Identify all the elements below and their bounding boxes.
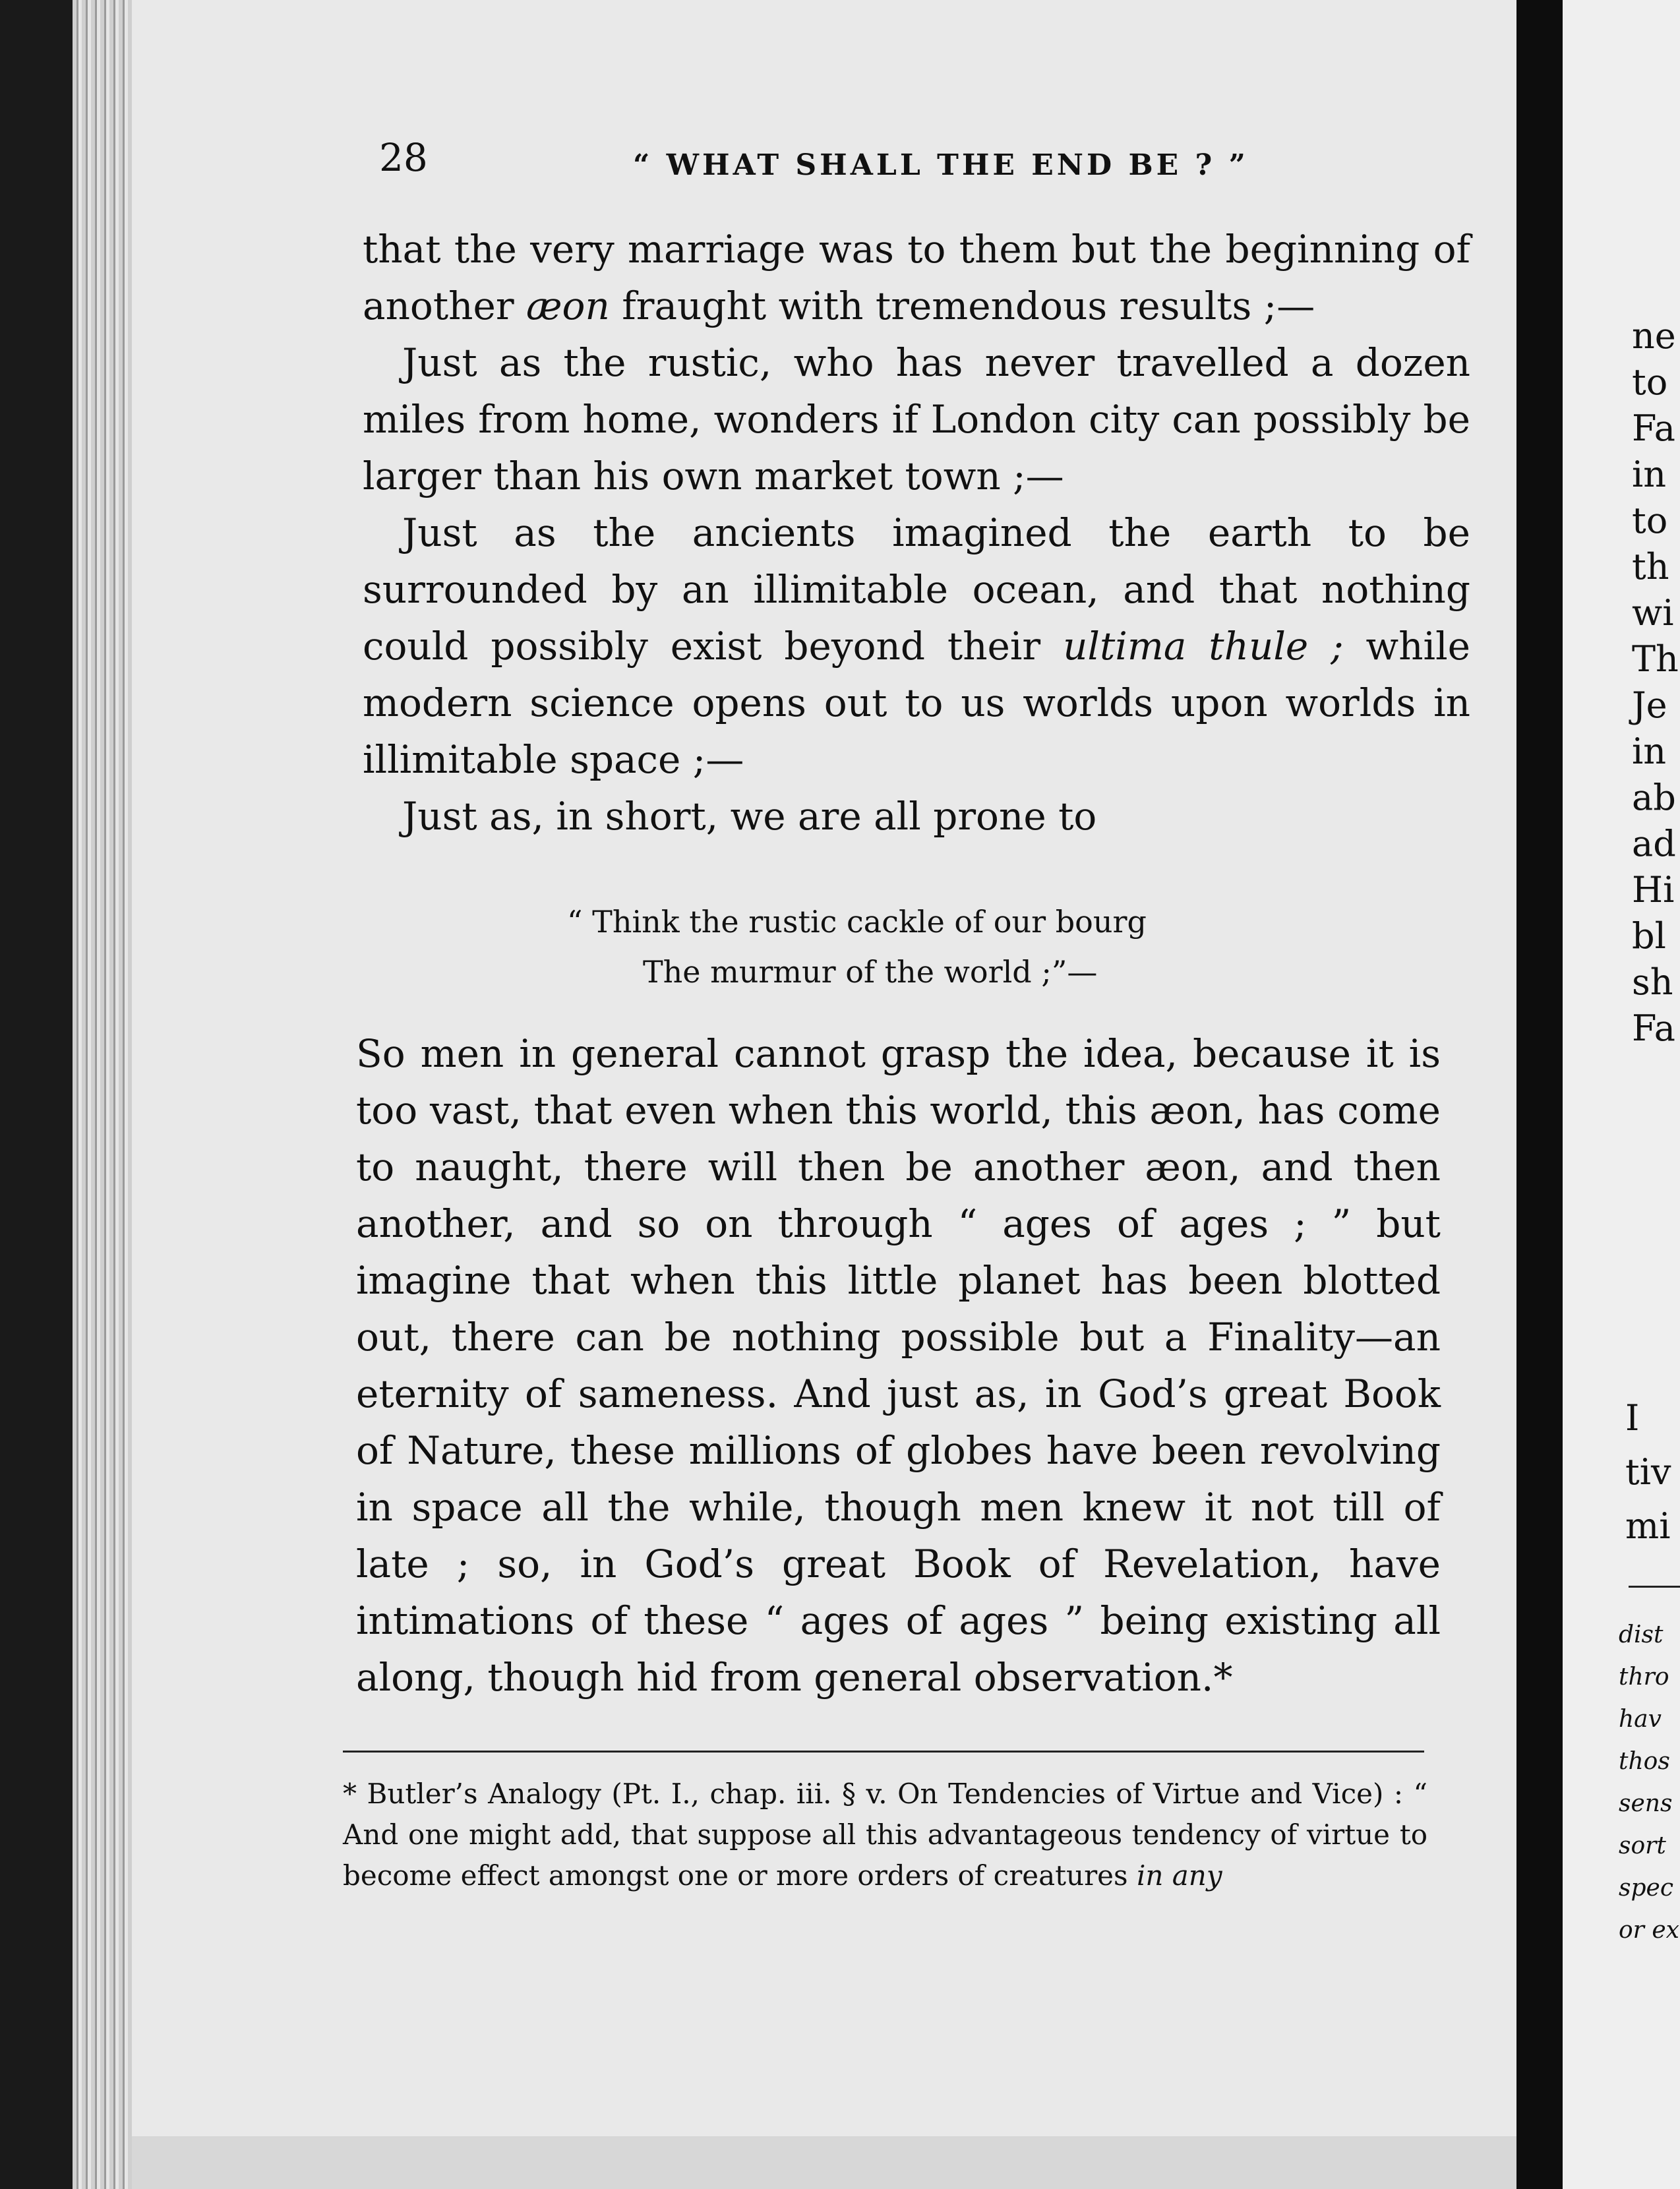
facing-page-footnotes	[1619, 1614, 1679, 1952]
footnote-rule	[343, 1751, 1424, 1753]
facing-line: in	[1632, 454, 1667, 495]
paragraph-4: Just as, in short, we are all prone to	[402, 794, 1097, 839]
verse-quote	[567, 897, 1292, 997]
facing-line: th	[1632, 546, 1669, 587]
facing-line: sh	[1632, 961, 1673, 1003]
facing-line: I	[1625, 1397, 1640, 1439]
facing-line: Fa	[1632, 407, 1675, 449]
facing-note-line: thro	[1619, 1664, 1669, 1691]
footnote-emphasis: in any	[1136, 1859, 1222, 1892]
facing-line: Je	[1632, 684, 1667, 726]
facing-footnote-rule	[1629, 1586, 1680, 1588]
facing-line: tiv	[1625, 1451, 1671, 1493]
paragraph-1: that the very marriage was to them but the beginning of another æon fraught with tremendous results ;—	[363, 227, 1470, 328]
facing-line: wi	[1632, 592, 1674, 634]
facing-note-line: spec	[1619, 1874, 1673, 1902]
facing-note-line: sens	[1619, 1790, 1673, 1817]
facing-line: ad	[1632, 823, 1676, 864]
facing-line: Th	[1632, 638, 1679, 680]
footnote: * Butler’s Analogy (Pt. I., chap. iii. § v. On Tendencies of Virtue and Vice) : “ And one might add, that suppose all this advantageous tendency of virtue to become effect amongst one or more orders of creatures in any	[343, 1778, 1427, 1892]
page-number: 28	[379, 135, 428, 180]
body-text	[363, 221, 1470, 845]
emphasis-aeon: æon	[526, 284, 610, 328]
page-bottom-margin	[132, 2136, 1516, 2189]
facing-note-line: or ex	[1619, 1917, 1679, 1944]
facing-note-line: dist	[1619, 1621, 1664, 1648]
emphasis-ultima-thule: ultima thule ;	[1063, 624, 1344, 669]
facing-page-text	[1632, 313, 1679, 1052]
facing-line: in	[1632, 731, 1667, 772]
facing-line: to	[1632, 361, 1668, 403]
facing-line: ab	[1632, 777, 1676, 818]
paragraph-2: Just as the rustic, who has never travelled a dozen miles from home, wonders if London city can possibly be larger than his own market town ;—	[363, 340, 1470, 498]
paragraph-3: Just as the ancients imagined the earth to be surrounded by an illimitable ocean, and that nothing could possibly exist beyond their ultima thule ; while modern science opens out to us worlds upon worlds in illimitable space ;—	[363, 510, 1470, 782]
facing-note-line: sort	[1619, 1832, 1666, 1859]
facing-line: ne	[1632, 315, 1676, 357]
book-gutter	[1516, 0, 1563, 2189]
facing-line: to	[1632, 500, 1668, 541]
facing-note-line: hav	[1619, 1706, 1662, 1733]
facing-page-lower-text	[1625, 1391, 1671, 1553]
quote-line-2: The murmur of the world ;”—	[643, 954, 1098, 990]
running-head: “ WHAT SHALL THE END BE ? ”	[633, 148, 1249, 182]
facing-line: Hi	[1632, 869, 1675, 911]
facing-line: mi	[1625, 1505, 1671, 1547]
quote-line-1: “ Think the rustic cackle of our bourg	[567, 904, 1147, 940]
facing-note-line: thos	[1619, 1748, 1670, 1775]
paragraph-5: So men in general cannot grasp the idea, because it is too vast, that even when this world, this æon, has come to naught, there will then be another æon, and then another, and so on through “ ages of ages ; ” but imagine that when this little planet has been blotted out, there can be nothing possible but a Finality—an eternity of sameness. And just as, in God’s great Book of Nature, these millions of globes have been revolving in space all the while, though men knew it not till of late ; so, in God’s great Book of Revelation, have intimations of these “ ages of ages ” being existing all along, though hid from general observation.*	[356, 1031, 1441, 1700]
facing-line: bl	[1632, 915, 1666, 957]
facing-line: Fa	[1632, 1007, 1675, 1049]
